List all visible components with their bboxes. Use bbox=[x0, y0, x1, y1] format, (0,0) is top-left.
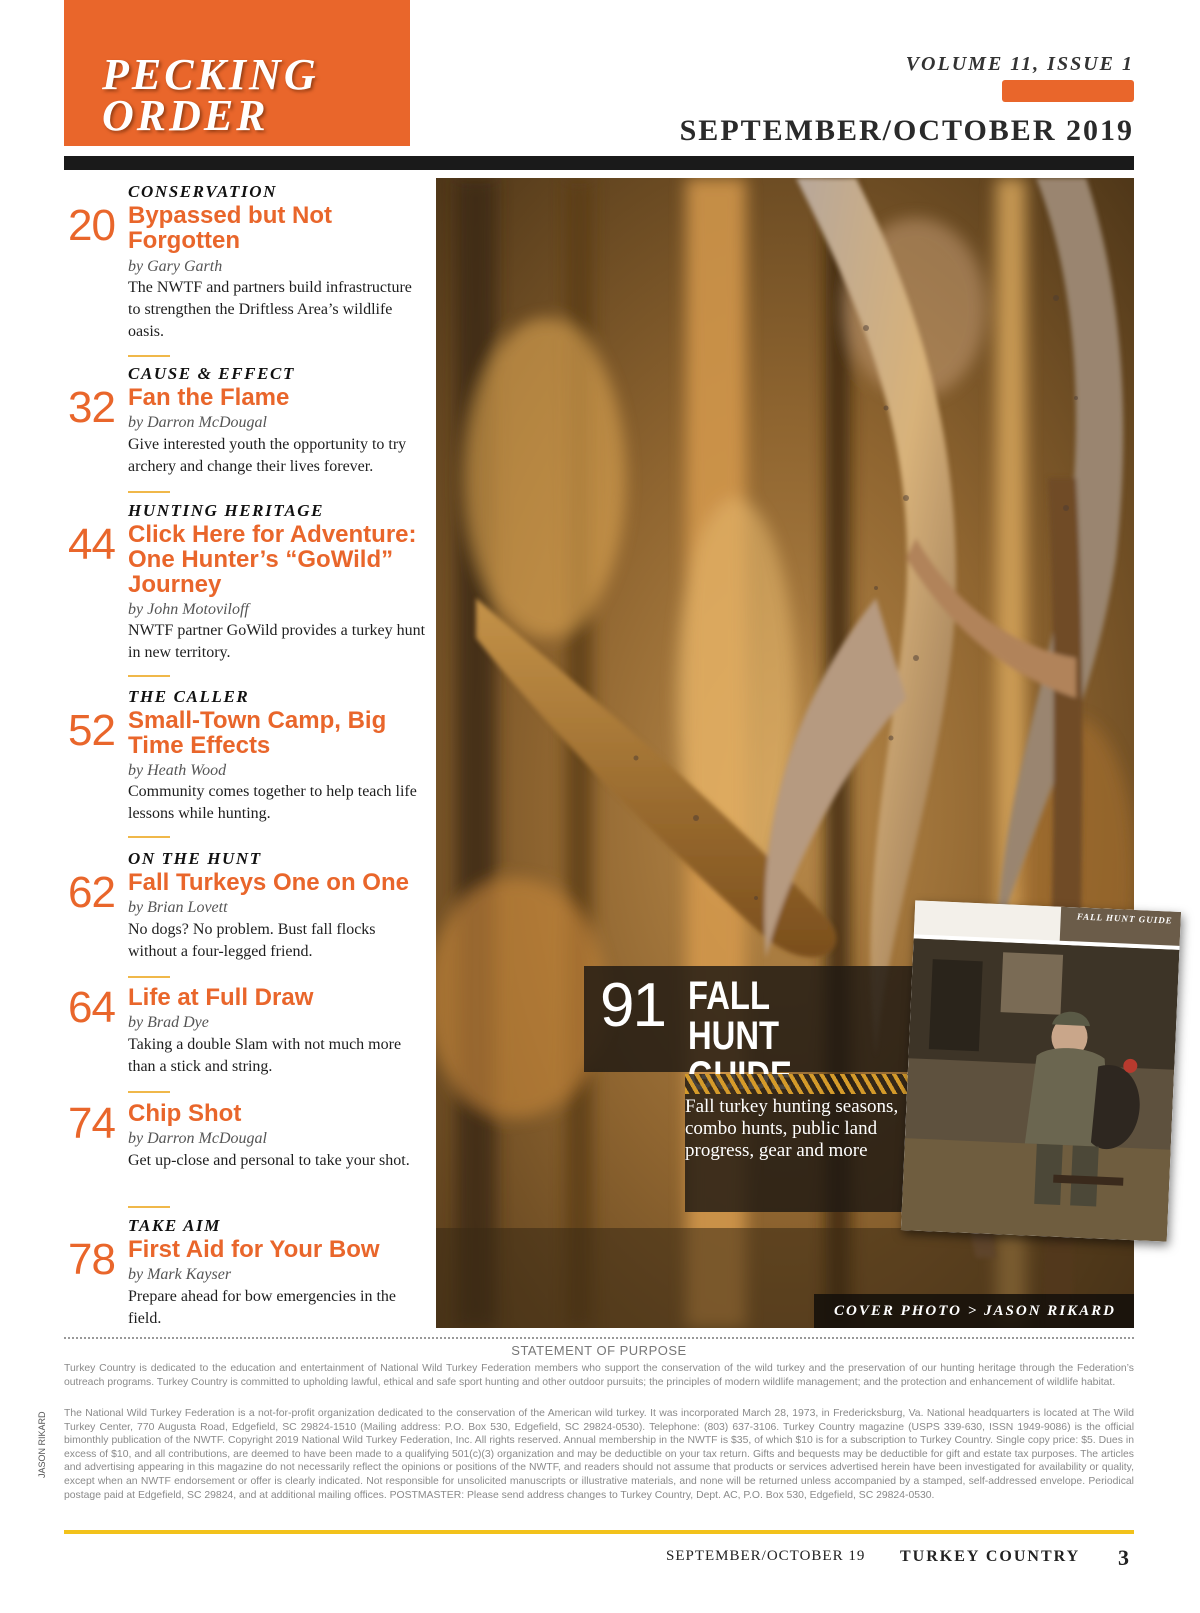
feature-callout[interactable] bbox=[584, 966, 914, 1072]
volume-issue: VOLUME 11, ISSUE 1 bbox=[905, 53, 1134, 75]
toc-description: Community comes together to help teach life lessons while hunting. bbox=[128, 783, 417, 822]
feature-title[interactable]: FALL HUNT bbox=[688, 974, 780, 1058]
toc-description: No dogs? No problem. Bust fall flocks without a four-legged friend. bbox=[128, 921, 376, 960]
feature-cover-thumbnail[interactable] bbox=[901, 900, 1181, 1241]
toc-page-number: 52 bbox=[68, 706, 115, 755]
toc-description: The NWTF and partners build infrastructure to strengthen the Driftless Area’s wildlife oasis. bbox=[128, 279, 412, 340]
toc-byline: by Darron McDougal bbox=[128, 414, 267, 431]
footer-page-number: 3 bbox=[1118, 1545, 1129, 1570]
dotted-divider bbox=[64, 1337, 1134, 1339]
statement-heading: STATEMENT OF PURPOSE bbox=[511, 1343, 687, 1358]
toc-title[interactable]: Fan the Flame bbox=[128, 384, 290, 411]
footer-rule bbox=[64, 1530, 1134, 1534]
toc-separator bbox=[128, 1206, 170, 1208]
toc-page-number: 74 bbox=[68, 1099, 115, 1148]
toc-page-number: 64 bbox=[68, 983, 115, 1032]
thumbnail-tag: FALL HUNT GUIDE bbox=[1076, 911, 1173, 926]
orange-accent-bar bbox=[1002, 80, 1134, 102]
toc-description: Get up-close and personal to take your shot. bbox=[128, 1152, 410, 1169]
toc-description: NWTF partner GoWild provides a turkey hunt in new territory. bbox=[128, 622, 426, 661]
toc-byline: by Brad Dye bbox=[128, 1014, 209, 1031]
statement-paragraph-2: The National Wild Turkey Federation is a not-for-profit organization dedicated to the conservation of the American wild turkey. It was incorporated March 28, 1973, in Fredericksburg, Va. National headquarters is located at The Wild Turkey Center, 770 Augusta Road, Edgefield, SC 29824-1510 (Mailing address: P.O. Box 530, Edgefield, SC 29824-0530). Telephone: (803) 637-3106. Turkey Country magazine (USPS 339-630, ISSN 1949-9086) is the official bimonthly publication of the NWTF. Copyright 2019 National Wild Turkey Federation, Inc. All rights reserved. Annual membership in the NWTF is $35, of which $10 is for a subscription to Turkey Country. Single copy price: $5. Dues in excess of $10, and all contributions, are deemed to have been made to a qualifying 501(c)(3) organization and may be deductible on your tax return. Gifts and bequests may be deductible for gift and estate tax purposes. The articles and advertising appearing in this magazine do not necessarily reflect the opinions or positions of the NWTF, and readers should not assume that products or services advertised herein have been investigated for availability or quality, except when an NWTF endorsement or offer is clearly indicated. Not responsible for unsolicited manuscripts or illustrative materials, and none will be returned unless accompanied by a stamped, self-addressed envelope. Periodical postage paid at Edgefield, SC 29824, and at additional mailing offices. POSTMASTER: Please send address changes to Turkey Country, Dept. AC, P.O. Box 530, Edgefield, SC 29824-0530. bbox=[64, 1408, 1134, 1501]
toc-department: HUNTING HERITAGE bbox=[128, 501, 325, 520]
toc-page-number: 44 bbox=[68, 520, 115, 569]
toc-separator bbox=[128, 836, 170, 838]
toc-department: CONSERVATION bbox=[128, 182, 277, 201]
side-photo-credit: JASON RIKARD bbox=[37, 1411, 47, 1478]
statement-paragraph-1: Turkey Country is dedicated to the education and entertainment of National Wild Turkey Federation members who support the conservation of the wild turkey and the preservation of our hunting heritage through the Federation’s outreach programs. Turkey Country is committed to upholding lawful, ethical and safe sport hunting and other outdoor pursuits; the principles of modern wildlife management; and the protection and enhancement of wildlife habitat. bbox=[64, 1363, 1134, 1388]
toc-description: Give interested youth the opportunity to try archery and change their lives forever. bbox=[128, 436, 407, 475]
toc-separator bbox=[128, 355, 170, 357]
toc-department: CAUSE & EFFECT bbox=[128, 364, 295, 383]
toc-title[interactable]: Bypassed but Not Forgotten bbox=[128, 202, 333, 254]
footer-magazine-name: TURKEY COUNTRY bbox=[900, 1548, 1081, 1565]
toc-description: Taking a double Slam with not much more than a stick and string. bbox=[128, 1036, 402, 1075]
footer-date: SEPTEMBER/OCTOBER 19 bbox=[666, 1548, 866, 1564]
toc-byline: by Darron McDougal bbox=[128, 1130, 267, 1147]
toc-title[interactable]: Chip Shot bbox=[128, 1100, 242, 1127]
toc-title[interactable]: First Aid for Your Bow bbox=[128, 1236, 380, 1263]
toc-separator bbox=[128, 491, 170, 493]
section-header-tab bbox=[64, 0, 410, 146]
toc-byline: by Brian Lovett bbox=[128, 899, 228, 916]
toc-separator bbox=[128, 1091, 170, 1093]
feature-description-box bbox=[685, 1074, 914, 1212]
toc-page-number: 62 bbox=[68, 868, 115, 917]
toc-description: Prepare ahead for bow emergencies in the field. bbox=[128, 1288, 397, 1327]
toc-title[interactable]: Life at Full Draw bbox=[128, 984, 314, 1011]
feature-description: Fall turkey hunting seasons, combo hunts, public land progress, gear and more bbox=[685, 1096, 899, 1161]
toc-separator bbox=[128, 976, 170, 978]
toc-byline: by John Motoviloff bbox=[128, 601, 249, 618]
toc-page-number: 78 bbox=[68, 1235, 115, 1284]
feature-page-number: 91 bbox=[600, 971, 665, 1040]
header-rule bbox=[64, 156, 1134, 170]
issue-date: SEPTEMBER/OCTOBER 2019 bbox=[679, 114, 1134, 147]
toc-page-number: 20 bbox=[68, 201, 115, 250]
toc-department: THE CALLER bbox=[128, 687, 250, 706]
section-title-line1: PECKING bbox=[102, 50, 319, 99]
toc-title[interactable]: Small-Town Camp, Big Time Effects bbox=[128, 707, 387, 759]
toc-page-number: 32 bbox=[68, 383, 115, 432]
toc-department: TAKE AIM bbox=[128, 1216, 221, 1235]
toc-byline: by Heath Wood bbox=[128, 762, 227, 779]
hatch-stripe bbox=[685, 1074, 914, 1094]
hunter-with-turkey-photo bbox=[901, 938, 1179, 1241]
toc-title[interactable]: Click Here for Adventure: One Hunter’s “GoWild” Journey bbox=[128, 521, 417, 598]
cover-photo-credit: COVER PHOTO > JASON RIKARD bbox=[814, 1294, 1134, 1328]
toc-department: ON THE HUNT bbox=[128, 849, 262, 868]
toc-byline: by Mark Kayser bbox=[128, 1266, 232, 1283]
toc-title[interactable]: Fall Turkeys One on One bbox=[128, 869, 409, 896]
toc-byline: by Gary Garth bbox=[128, 258, 223, 275]
section-title-line2: ORDER bbox=[102, 91, 269, 140]
toc-separator bbox=[128, 675, 170, 677]
